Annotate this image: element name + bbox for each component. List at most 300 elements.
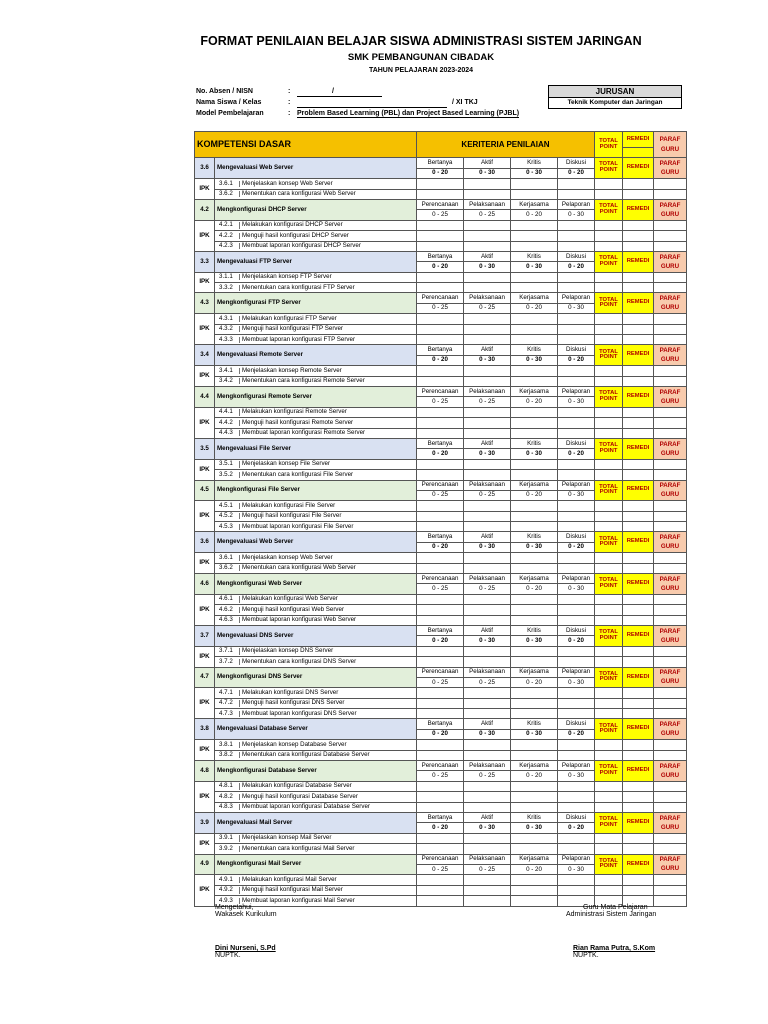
paraf-cell[interactable] (654, 615, 687, 625)
score-cell[interactable] (558, 553, 595, 563)
score-cell[interactable] (417, 553, 464, 563)
total-cell[interactable] (595, 885, 623, 895)
score-cell[interactable] (558, 563, 595, 573)
score-cell[interactable] (464, 875, 511, 885)
score-cell[interactable] (417, 231, 464, 241)
score-cell[interactable] (511, 792, 558, 802)
score-cell[interactable] (511, 698, 558, 708)
paraf-cell[interactable] (654, 366, 687, 376)
score-cell[interactable] (511, 376, 558, 386)
score-cell[interactable] (464, 688, 511, 698)
score-cell[interactable] (558, 283, 595, 293)
score-cell[interactable] (417, 335, 464, 345)
score-cell[interactable] (511, 179, 558, 189)
remedi-cell[interactable] (623, 407, 654, 417)
paraf-cell[interactable] (654, 646, 687, 656)
score-cell[interactable] (511, 885, 558, 895)
score-cell[interactable] (417, 657, 464, 667)
score-cell[interactable] (464, 407, 511, 417)
score-cell[interactable] (558, 522, 595, 532)
score-cell[interactable] (464, 511, 511, 521)
score-cell[interactable] (511, 875, 558, 885)
score-cell[interactable] (511, 335, 558, 345)
score-cell[interactable] (558, 241, 595, 251)
remedi-cell[interactable] (623, 428, 654, 438)
score-cell[interactable] (417, 896, 464, 906)
score-cell[interactable] (464, 698, 511, 708)
score-cell[interactable] (558, 428, 595, 438)
score-cell[interactable] (464, 272, 511, 282)
score-cell[interactable] (417, 709, 464, 719)
score-cell[interactable] (464, 179, 511, 189)
paraf-cell[interactable] (654, 802, 687, 812)
score-cell[interactable] (464, 314, 511, 324)
criteria-name: Pelaksanaan (464, 480, 511, 490)
score-cell[interactable] (464, 376, 511, 386)
score-cell[interactable] (511, 407, 558, 417)
paraf-text: PARAF (659, 482, 681, 490)
paraf-cell[interactable] (654, 376, 687, 386)
remedi-cell[interactable] (623, 501, 654, 511)
score-cell[interactable] (417, 802, 464, 812)
paraf-cell[interactable] (654, 501, 687, 511)
score-cell[interactable] (558, 709, 595, 719)
paraf-cell[interactable] (654, 875, 687, 885)
remedi-cell[interactable] (623, 376, 654, 386)
remedi-cell[interactable] (623, 875, 654, 885)
score-cell[interactable] (417, 241, 464, 251)
score-cell[interactable] (417, 179, 464, 189)
remedi-label: REMEDI (623, 667, 654, 688)
paraf-cell[interactable] (654, 522, 687, 532)
score-cell[interactable] (417, 501, 464, 511)
score-cell[interactable] (464, 605, 511, 615)
remedi-cell[interactable] (623, 459, 654, 469)
score-cell[interactable] (558, 376, 595, 386)
score-cell[interactable] (558, 781, 595, 791)
score-cell[interactable] (464, 844, 511, 854)
total-cell[interactable] (595, 740, 623, 750)
remedi-cell[interactable] (623, 283, 654, 293)
score-cell[interactable] (558, 605, 595, 615)
score-cell[interactable] (511, 594, 558, 604)
total-cell[interactable] (595, 698, 623, 708)
score-cell[interactable] (511, 833, 558, 843)
score-cell[interactable] (558, 885, 595, 895)
score-cell[interactable] (464, 896, 511, 906)
score-cell[interactable] (417, 407, 464, 417)
score-cell[interactable] (464, 615, 511, 625)
total-cell[interactable] (595, 802, 623, 812)
remedi-cell[interactable] (623, 231, 654, 241)
paraf-cell[interactable] (654, 407, 687, 417)
score-cell[interactable] (417, 605, 464, 615)
paraf-cell[interactable] (654, 324, 687, 334)
score-cell[interactable] (511, 750, 558, 760)
score-cell[interactable] (464, 833, 511, 843)
score-cell[interactable] (558, 470, 595, 480)
score-cell[interactable] (558, 792, 595, 802)
score-cell[interactable] (558, 875, 595, 885)
remedi-cell[interactable] (623, 314, 654, 324)
remedi-cell[interactable] (623, 802, 654, 812)
score-cell[interactable] (558, 740, 595, 750)
kd-block-header (195, 293, 687, 303)
score-cell[interactable] (511, 553, 558, 563)
remedi-cell[interactable] (623, 189, 654, 199)
remedi-cell[interactable] (623, 750, 654, 760)
score-cell[interactable] (464, 792, 511, 802)
score-cell[interactable] (558, 272, 595, 282)
remedi-cell[interactable] (623, 885, 654, 895)
score-cell[interactable] (417, 792, 464, 802)
total-cell[interactable] (595, 501, 623, 511)
score-cell[interactable] (511, 657, 558, 667)
total-cell[interactable] (595, 428, 623, 438)
score-cell[interactable] (417, 189, 464, 199)
paraf-cell[interactable] (654, 698, 687, 708)
score-cell[interactable] (511, 646, 558, 656)
remedi-cell[interactable] (623, 781, 654, 791)
paraf-cell[interactable] (654, 189, 687, 199)
score-cell[interactable] (464, 709, 511, 719)
paraf-cell[interactable] (654, 179, 687, 189)
paraf-cell[interactable] (654, 231, 687, 241)
remedi-cell[interactable] (623, 272, 654, 282)
score-cell[interactable] (417, 833, 464, 843)
paraf-cell[interactable] (654, 781, 687, 791)
total-cell[interactable] (595, 833, 623, 843)
score-cell[interactable] (558, 750, 595, 760)
total-cell[interactable] (595, 189, 623, 199)
score-cell[interactable] (511, 283, 558, 293)
score-cell[interactable] (417, 522, 464, 532)
remedi-cell[interactable] (623, 470, 654, 480)
total-cell[interactable] (595, 709, 623, 719)
criteria-name: Bertanya (417, 625, 464, 635)
total-cell[interactable] (595, 688, 623, 698)
ipk-number: 4.7.3 (217, 711, 240, 717)
total-cell[interactable] (595, 470, 623, 480)
score-cell[interactable] (417, 885, 464, 895)
score-cell[interactable] (558, 501, 595, 511)
total-cell[interactable] (595, 522, 623, 532)
kd-block-header (195, 158, 687, 168)
score-cell[interactable] (417, 750, 464, 760)
paraf-cell[interactable] (654, 459, 687, 469)
remedi-cell[interactable] (623, 563, 654, 573)
score-cell[interactable] (464, 335, 511, 345)
total-cell[interactable] (595, 553, 623, 563)
remedi-cell[interactable] (623, 605, 654, 615)
score-cell[interactable] (558, 335, 595, 345)
paraf-cell[interactable] (654, 844, 687, 854)
remedi-cell[interactable] (623, 553, 654, 563)
score-cell[interactable] (558, 407, 595, 417)
total-cell[interactable] (595, 646, 623, 656)
paraf-cell[interactable] (654, 688, 687, 698)
score-cell[interactable] (417, 418, 464, 428)
total-cell[interactable] (595, 511, 623, 521)
paraf-cell[interactable] (654, 335, 687, 345)
paraf-cell[interactable] (654, 553, 687, 563)
sig-left-name: Dini Nurseni, S.Pd (215, 945, 276, 952)
paraf-cell[interactable] (654, 283, 687, 293)
score-cell[interactable] (464, 459, 511, 469)
score-cell[interactable] (511, 459, 558, 469)
score-cell[interactable] (511, 802, 558, 812)
criteria-name: Bertanya (417, 532, 464, 542)
kd-block-header (195, 199, 687, 209)
remedi-cell[interactable] (623, 594, 654, 604)
score-cell[interactable] (417, 283, 464, 293)
score-cell[interactable] (417, 366, 464, 376)
remedi-cell[interactable] (623, 740, 654, 750)
score-cell[interactable] (558, 418, 595, 428)
score-cell[interactable] (558, 833, 595, 843)
score-cell[interactable] (558, 698, 595, 708)
score-cell[interactable] (417, 314, 464, 324)
score-cell[interactable] (464, 885, 511, 895)
score-cell[interactable] (417, 511, 464, 521)
score-cell[interactable] (511, 366, 558, 376)
score-cell[interactable] (464, 740, 511, 750)
score-cell[interactable] (464, 418, 511, 428)
score-cell[interactable] (558, 231, 595, 241)
score-cell[interactable] (464, 470, 511, 480)
remedi-cell[interactable] (623, 366, 654, 376)
score-cell[interactable] (417, 844, 464, 854)
score-cell[interactable] (464, 324, 511, 334)
score-cell[interactable] (417, 324, 464, 334)
total-cell[interactable] (595, 366, 623, 376)
total-cell[interactable] (595, 594, 623, 604)
score-cell[interactable] (464, 366, 511, 376)
score-cell[interactable] (558, 366, 595, 376)
score-cell[interactable] (558, 179, 595, 189)
paraf-cell[interactable] (654, 241, 687, 251)
total-cell[interactable] (595, 376, 623, 386)
score-cell[interactable] (464, 553, 511, 563)
total-cell[interactable] (595, 563, 623, 573)
total-cell[interactable] (595, 179, 623, 189)
score-cell[interactable] (417, 470, 464, 480)
score-cell[interactable] (417, 376, 464, 386)
score-cell[interactable] (464, 522, 511, 532)
paraf-cell[interactable] (654, 428, 687, 438)
total-cell[interactable] (595, 605, 623, 615)
score-cell[interactable] (511, 709, 558, 719)
score-cell[interactable] (511, 314, 558, 324)
paraf-guru-label (654, 854, 687, 875)
remedi-cell[interactable] (623, 511, 654, 521)
total-cell[interactable] (595, 272, 623, 282)
score-cell[interactable] (464, 220, 511, 230)
remedi-cell[interactable] (623, 657, 654, 667)
score-cell[interactable] (511, 781, 558, 791)
score-cell[interactable] (511, 688, 558, 698)
score-cell[interactable] (417, 594, 464, 604)
criteria-range: 0 - 25 (464, 490, 511, 500)
ipk-number: 4.4.2 (217, 420, 240, 426)
remedi-cell[interactable] (623, 220, 654, 230)
paraf-cell[interactable] (654, 272, 687, 282)
total-cell[interactable] (595, 407, 623, 417)
score-cell[interactable] (464, 428, 511, 438)
total-cell[interactable] (595, 335, 623, 345)
total-point-label (595, 199, 623, 220)
score-cell[interactable] (417, 740, 464, 750)
remedi-cell[interactable] (623, 792, 654, 802)
score-cell[interactable] (558, 189, 595, 199)
total-cell[interactable] (595, 875, 623, 885)
paraf-cell[interactable] (654, 833, 687, 843)
absen-field[interactable] (297, 87, 382, 97)
score-cell[interactable] (511, 418, 558, 428)
score-cell[interactable] (417, 781, 464, 791)
score-cell[interactable] (558, 688, 595, 698)
criteria-name: Diskusi (558, 719, 595, 729)
score-cell[interactable] (558, 844, 595, 854)
score-cell[interactable] (511, 241, 558, 251)
total-cell[interactable] (595, 792, 623, 802)
paraf-cell[interactable] (654, 511, 687, 521)
remedi-cell[interactable] (623, 522, 654, 532)
score-cell[interactable] (511, 522, 558, 532)
paraf-cell[interactable] (654, 709, 687, 719)
ipk-row (195, 366, 687, 376)
score-cell[interactable] (558, 459, 595, 469)
score-cell[interactable] (511, 615, 558, 625)
signature-right (566, 904, 656, 959)
criteria-range: 0 - 30 (558, 864, 595, 874)
remedi-cell[interactable] (623, 418, 654, 428)
score-cell[interactable] (511, 220, 558, 230)
total-cell[interactable] (595, 283, 623, 293)
paraf-cell[interactable] (654, 750, 687, 760)
remedi-cell[interactable] (623, 179, 654, 189)
nama-field[interactable] (297, 98, 447, 108)
remedi-cell[interactable] (623, 615, 654, 625)
paraf-cell[interactable] (654, 896, 687, 906)
score-cell[interactable] (417, 646, 464, 656)
score-cell[interactable] (417, 428, 464, 438)
score-cell[interactable] (558, 646, 595, 656)
score-cell[interactable] (558, 657, 595, 667)
score-cell[interactable] (464, 231, 511, 241)
remedi-cell[interactable] (623, 241, 654, 251)
paraf-cell[interactable] (654, 418, 687, 428)
score-cell[interactable] (417, 563, 464, 573)
score-cell[interactable] (558, 314, 595, 324)
total-cell[interactable] (595, 324, 623, 334)
remedi-cell[interactable] (623, 833, 654, 843)
total-cell[interactable] (595, 844, 623, 854)
total-cell[interactable] (595, 231, 623, 241)
score-cell[interactable] (511, 231, 558, 241)
score-cell[interactable] (464, 241, 511, 251)
remedi-cell[interactable] (623, 688, 654, 698)
total-cell[interactable] (595, 314, 623, 324)
paraf-cell[interactable] (654, 740, 687, 750)
score-cell[interactable] (464, 657, 511, 667)
total-cell[interactable] (595, 459, 623, 469)
score-cell[interactable] (464, 646, 511, 656)
remedi-cell[interactable] (623, 324, 654, 334)
score-cell[interactable] (558, 511, 595, 521)
remedi-cell[interactable] (623, 646, 654, 656)
remedi-cell[interactable] (623, 335, 654, 345)
kd-name: Mengevaluasi Mail Server (215, 813, 417, 834)
score-cell[interactable] (511, 896, 558, 906)
score-cell[interactable] (511, 563, 558, 573)
remedi-cell[interactable] (623, 698, 654, 708)
score-cell[interactable] (417, 875, 464, 885)
paraf-cell[interactable] (654, 792, 687, 802)
score-cell[interactable] (511, 272, 558, 282)
paraf-cell[interactable] (654, 470, 687, 480)
score-cell[interactable] (417, 220, 464, 230)
score-cell[interactable] (511, 511, 558, 521)
total-cell[interactable] (595, 220, 623, 230)
total-cell[interactable] (595, 781, 623, 791)
score-cell[interactable] (511, 501, 558, 511)
paraf-cell[interactable] (654, 885, 687, 895)
remedi-cell[interactable] (623, 844, 654, 854)
paraf-cell[interactable] (654, 605, 687, 615)
score-cell[interactable] (558, 802, 595, 812)
score-cell[interactable] (464, 501, 511, 511)
score-cell[interactable] (558, 594, 595, 604)
score-cell[interactable] (464, 802, 511, 812)
paraf-cell[interactable] (654, 657, 687, 667)
score-cell[interactable] (511, 428, 558, 438)
score-cell[interactable] (511, 324, 558, 334)
score-cell[interactable] (464, 750, 511, 760)
score-cell[interactable] (511, 844, 558, 854)
score-cell[interactable] (511, 189, 558, 199)
paraf-cell[interactable] (654, 594, 687, 604)
score-cell[interactable] (511, 470, 558, 480)
total-cell[interactable] (595, 241, 623, 251)
score-cell[interactable] (464, 189, 511, 199)
score-cell[interactable] (464, 594, 511, 604)
paraf-cell[interactable] (654, 314, 687, 324)
remedi-cell[interactable] (623, 709, 654, 719)
paraf-cell[interactable] (654, 563, 687, 573)
score-cell[interactable] (417, 698, 464, 708)
score-cell[interactable] (511, 740, 558, 750)
total-cell[interactable] (595, 657, 623, 667)
total-cell[interactable] (595, 418, 623, 428)
paraf-cell[interactable] (654, 220, 687, 230)
score-cell[interactable] (417, 688, 464, 698)
score-cell[interactable] (558, 324, 595, 334)
score-cell[interactable] (558, 615, 595, 625)
score-cell[interactable] (417, 272, 464, 282)
criteria-range: 0 - 30 (464, 449, 511, 459)
total-cell[interactable] (595, 750, 623, 760)
criteria-name: Perencanaan (417, 293, 464, 303)
score-cell[interactable] (417, 459, 464, 469)
score-cell[interactable] (558, 220, 595, 230)
score-cell[interactable] (464, 781, 511, 791)
total-cell[interactable] (595, 615, 623, 625)
score-cell[interactable] (464, 563, 511, 573)
score-cell[interactable] (464, 283, 511, 293)
score-cell[interactable] (511, 605, 558, 615)
score-cell[interactable] (417, 615, 464, 625)
